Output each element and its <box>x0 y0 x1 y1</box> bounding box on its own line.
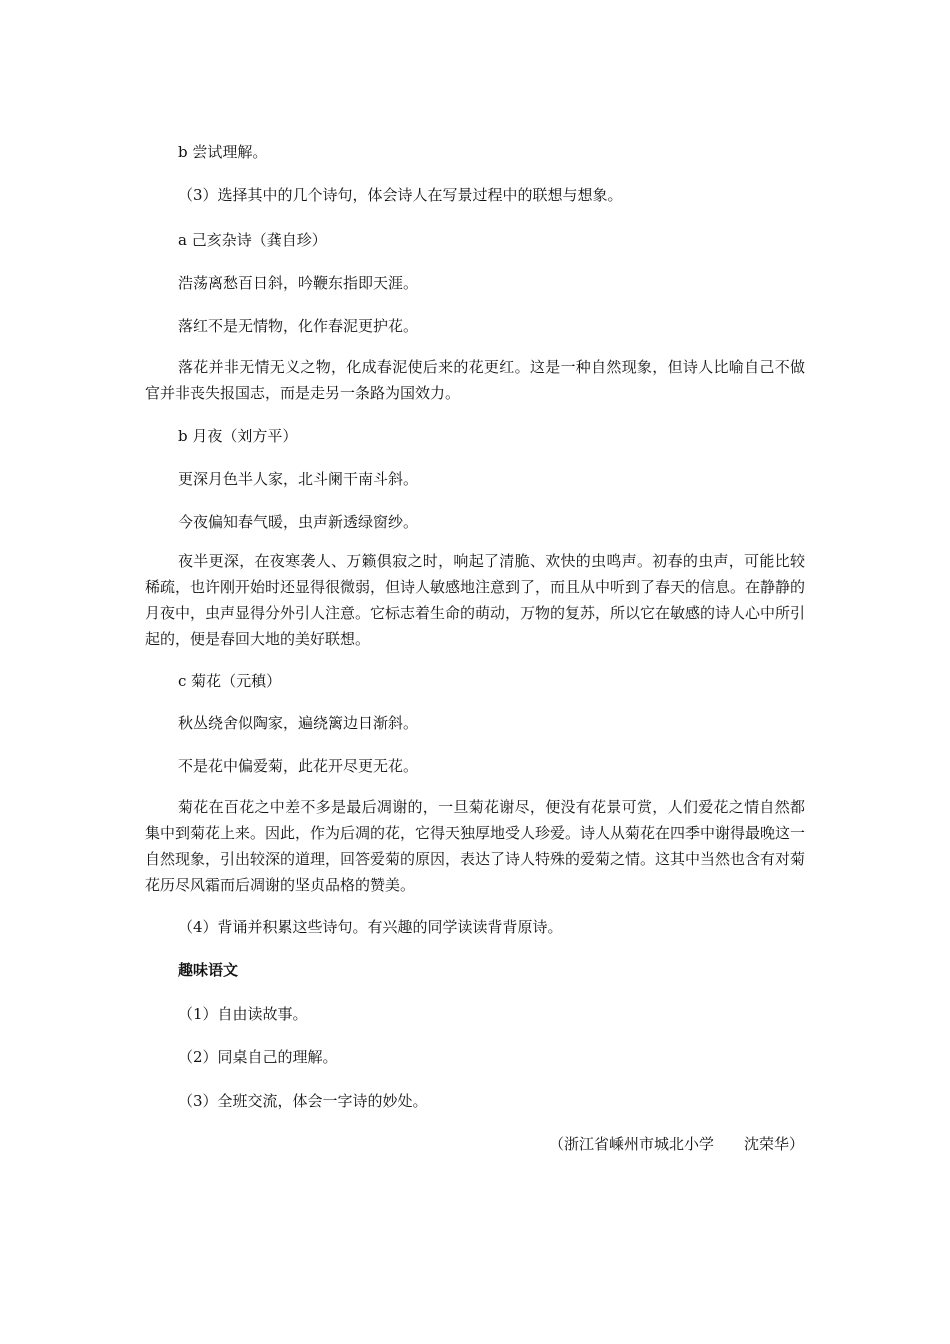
poem-line: 落红不是无情物，化作春泥更护花。 <box>178 317 419 335</box>
section-heading: 趣味语文 <box>178 961 239 979</box>
paragraph: 夜半更深，在夜寒袭人、万籁俱寂之时，响起了清脆、欢快的虫鸣声。初春的虫声，可能比较稀疏，也许刚开始时还显得很微弱，但诗人敏感地注意到了，而且从中听到了春天的信息。在静静的月夜中，虫声显得分外引人注意。它标志着生命的萌动，万物的复苏，所以它在敏感的诗人心中所引起的，便是春回大地的美好联想。 <box>145 552 806 648</box>
text-line: （4）背诵并积累这些诗句。有兴趣的同学读读背背原诗。 <box>178 918 563 936</box>
poem-line: 秋丛绕舍似陶家，遍绕篱边日渐斜。 <box>178 714 419 732</box>
poem-title: c 菊花（元稹） <box>178 672 282 690</box>
paragraph: 菊花在百花之中差不多是最后凋谢的，一旦菊花谢尽，便没有花景可赏，人们爱花之情自然都集中到菊花上来。因此，作为后凋的花，它得天独厚地受人珍爱。诗人从菊花在四季中谢得最晚这一自然现象，引出较深的道理，回答爱菊的原因，表达了诗人特殊的爱菊之情。这其中当然也含有对菊花历尽风霜而后凋谢的坚贞品格的赞美。 <box>145 798 806 894</box>
poem-line: 不是花中偏爱菊，此花开尽更无花。 <box>178 757 419 775</box>
paragraph: 落花并非无情无义之物，化成春泥使后来的花更红。这是一种自然现象，但诗人比喻自己不做官并非丧失报国志，而是走另一条路为国效力。 <box>145 358 805 402</box>
poem-line: 更深月色半人家，北斗阑干南斗斜。 <box>178 470 419 488</box>
text-line: b 尝试理解。 <box>178 143 268 161</box>
text-line: （1）自由读故事。 <box>178 1005 308 1023</box>
text-line: （3）选择其中的几个诗句，体会诗人在写景过程中的联想与想象。 <box>178 186 623 204</box>
poem-line: 今夜偏知春气暖，虫声新透绿窗纱。 <box>178 513 419 531</box>
poem-title: b 月夜（刘方平） <box>178 427 298 445</box>
poem-title: a 己亥杂诗（龚自珍） <box>178 231 327 249</box>
author-signature: （浙江省嵊州市城北小学 沈荣华） <box>548 1135 804 1153</box>
text-line: （2）同桌自己的理解。 <box>178 1048 338 1066</box>
text-line: （3）全班交流，体会一字诗的妙处。 <box>178 1092 428 1110</box>
poem-line: 浩荡离愁百日斜，吟鞭东指即天涯。 <box>178 274 419 292</box>
